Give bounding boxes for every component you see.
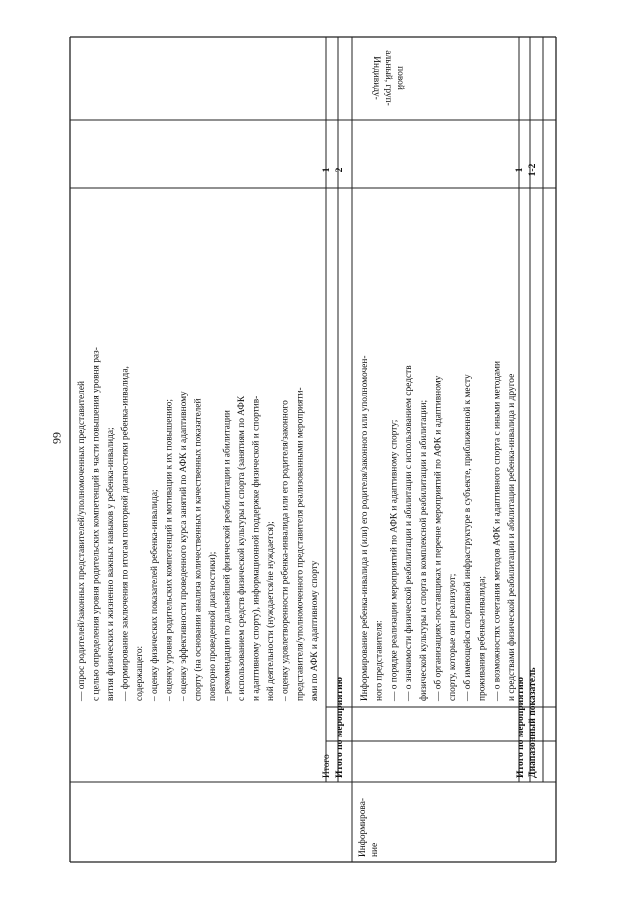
s1-line: повторно проведенной диагностики); bbox=[207, 551, 218, 701]
s1-line: и адаптивному спорту), информационной поддержке физической и спортив- bbox=[251, 395, 262, 701]
s1form-line: Индивиду- bbox=[371, 56, 381, 100]
section1-total-value: 1 bbox=[321, 167, 332, 173]
s1-line: содержащего: bbox=[135, 645, 146, 701]
section1-event-total-label: Итого по мероприятию bbox=[334, 677, 345, 778]
section1-total-label: Итого bbox=[322, 754, 332, 778]
s2-line: и средствами физической реабилитации и абилитации ребенка-инвалида и другое bbox=[507, 373, 517, 701]
s1-line: ями по АФК и адаптивному спорту bbox=[309, 560, 320, 701]
section2-event-total-value: 1 bbox=[514, 167, 525, 173]
s1-line: – рекомендации по дальнейшей физической реабилитации и абилитации bbox=[222, 410, 233, 701]
s1-line: — формирование заключения по итогам повторной диагностики ребенка-инвалида, bbox=[120, 366, 131, 701]
s2-line: — о значимости физической реабилитации и абилитации с использованием средств bbox=[404, 365, 415, 701]
s2name-line: Информирова- bbox=[358, 797, 368, 857]
rotated-table bbox=[70, 37, 556, 862]
s1-line: — опрос родителей/законных представителей/уполномоченных представителей bbox=[77, 380, 87, 701]
section2-event-total-label: Итого по мероприятию bbox=[515, 677, 526, 778]
s2-line: ного представителя: bbox=[374, 620, 385, 701]
s1-line: ной деятельности (нуждается/не нуждается); bbox=[266, 521, 277, 701]
section1-description bbox=[76, 347, 320, 702]
s2-line: Информирование ребенка-инвалида и (или) его родителя/законного или уполномочен- bbox=[360, 355, 370, 701]
s2-line: — о порядке реализации мероприятий по АФК и адаптивному спорту; bbox=[389, 419, 400, 701]
s2-line: спорту, которые они реализуют; bbox=[448, 573, 459, 701]
s1-line: – оценку физических показателей ребенка-инвалида; bbox=[149, 489, 160, 701]
s1-line: с целью определения уровня родительских компетенций в части повышения уровня раз- bbox=[91, 347, 102, 701]
s1-line: с использованием средств физической культуры и спорта (занятиям по АФК bbox=[237, 395, 248, 701]
s2-line: — об организациях-поставщиках и перечне мероприятий по АФК и адаптивному bbox=[433, 375, 444, 701]
s1-line: вития физических и жизненно важных навыков у ребенка-инвалида; bbox=[106, 427, 117, 701]
section1-form bbox=[371, 50, 406, 105]
s1-line: – оценку уровня родительских компетенций и мотивации к их повышению; bbox=[164, 399, 175, 701]
section2-range-value: 1-2 bbox=[527, 163, 538, 177]
s2-line: — о возможностях сочетания методов АФК и адаптивного спорта с иными методами bbox=[492, 361, 503, 701]
page-number: 66 bbox=[50, 432, 64, 444]
section1-event-total-value: 2 bbox=[334, 167, 345, 173]
section2-name bbox=[357, 798, 380, 857]
section2-description bbox=[359, 356, 517, 702]
s1-line: – оценку эффективности проведенного курса занятий по АФК и адаптивному bbox=[178, 391, 189, 701]
s2-line: физической культуры и спорта в комплексной реабилитации и абилитации; bbox=[418, 399, 429, 701]
s2-line: — об имеющейся спортивной инфраструктуре в субъекте, приближенной к месту bbox=[462, 374, 473, 701]
s1form-line: альный, груп- bbox=[383, 50, 393, 106]
s2-line: проживания ребенка-инвалида; bbox=[477, 576, 488, 701]
s2name-line: ние bbox=[370, 842, 380, 857]
s1form-line: повой bbox=[395, 66, 405, 90]
s1-line: – оценку удовлетворенности ребенка-инвалида или его родителя/законного bbox=[280, 400, 291, 701]
s1-line: спорту (на основании анализа количественных и качественных показателей bbox=[193, 398, 204, 701]
s1-line: представителя/уполномоченного представителя реализованными мероприяти- bbox=[295, 387, 306, 701]
section2-range-label: Диапазонный показатель bbox=[527, 667, 538, 778]
